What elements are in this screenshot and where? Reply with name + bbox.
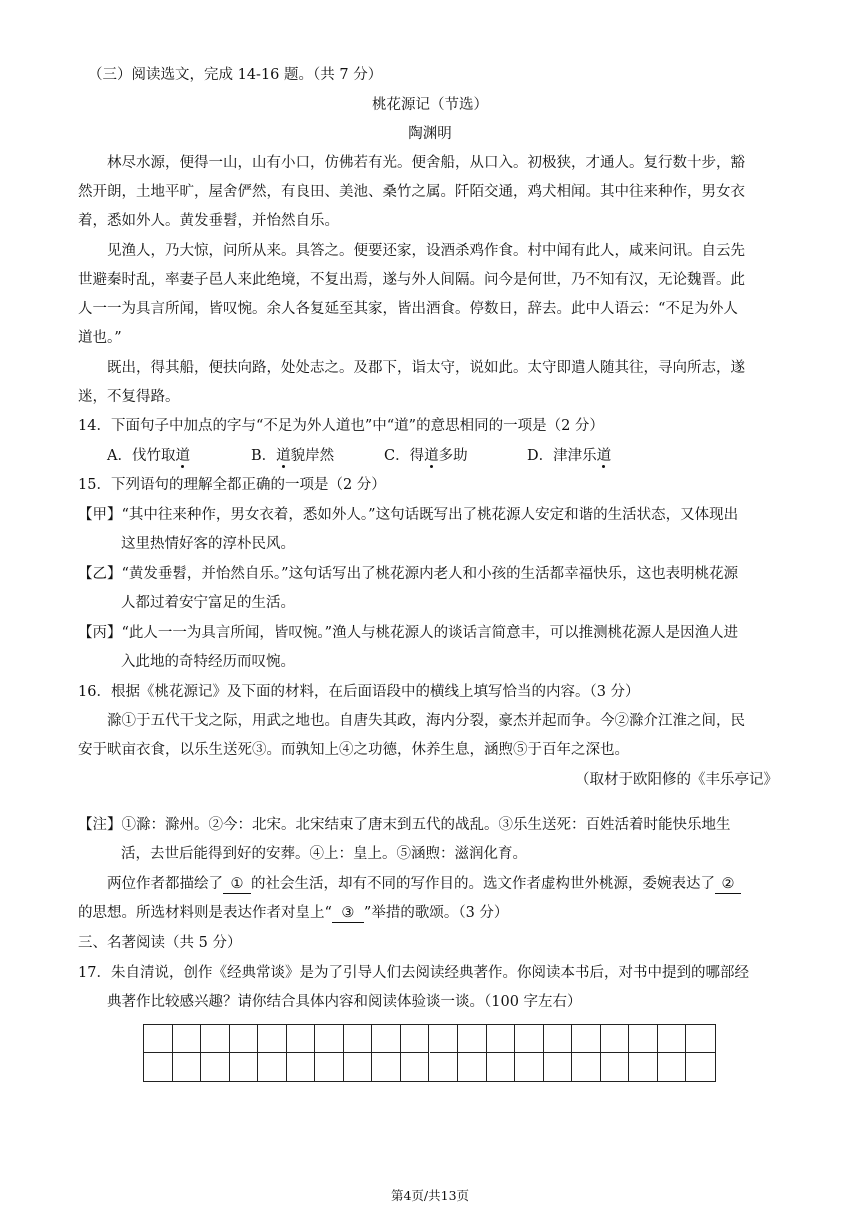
- page-number: 第4页/共13页: [390, 1188, 470, 1203]
- answer-grid-cell[interactable]: [201, 1053, 230, 1081]
- answer-grid-cell[interactable]: [458, 1053, 487, 1081]
- answer-grid-cell[interactable]: [544, 1053, 573, 1081]
- answer-grid-cell[interactable]: [258, 1053, 287, 1081]
- fill-in-paragraph: 两位作者都描绘了 ① 的社会生活，却有不同的写作目的。选文作者虚构世外桃源，委婉表达了 ②: [107, 874, 741, 894]
- answer-grid-cell[interactable]: [344, 1053, 373, 1081]
- answer-grid-cell[interactable]: [401, 1053, 430, 1081]
- passage-line: 世避秦时乱，率妻子邑人来此绝境，不复出焉，遂与外人间隔。问今是何世，乃不知有汉，无论魏晋。此: [78, 272, 745, 288]
- statement-yi-cont: 人都过着安宁富足的生活。: [121, 595, 295, 611]
- passage-line: 道也。”: [78, 330, 122, 346]
- answer-grid-cell[interactable]: [487, 1025, 516, 1053]
- option-d: D．津津乐道: [527, 448, 612, 464]
- answer-blank-3[interactable]: ③: [332, 904, 364, 923]
- material-source: （取材于欧阳修的《丰乐亭记》: [575, 772, 778, 788]
- answer-grid-cell[interactable]: [601, 1053, 630, 1081]
- question-15-stem: 15．下列语句的理解全都正确的一项是（2 分）: [78, 477, 386, 493]
- answer-grid-cell[interactable]: [230, 1053, 259, 1081]
- passage-line: 迷，不复得路。: [78, 389, 180, 405]
- answer-grid-cell[interactable]: [629, 1053, 658, 1081]
- statement-yi: 【乙】“黄发垂髫，并怡然自乐。”这句话写出了桃花源内老人和小孩的生活都幸福快乐，这也表明桃花源: [78, 566, 739, 582]
- annotation-note-cont: 活，去世后能得到好的安葬。④上：皇上。⑤涵煦：滋润化育。: [121, 846, 527, 862]
- passage-line: 林尽水源，便得一山，山有小口，仿佛若有光。便舍船，从口入。初极狭，才通人。复行数十步，豁: [107, 155, 745, 171]
- answer-grid[interactable]: [143, 1024, 716, 1082]
- answer-grid-cell[interactable]: [201, 1025, 230, 1053]
- answer-grid-cell[interactable]: [544, 1025, 573, 1053]
- answer-grid-cell[interactable]: [629, 1025, 658, 1053]
- answer-grid-cell[interactable]: [430, 1053, 459, 1081]
- answer-grid-cell[interactable]: [344, 1025, 373, 1053]
- answer-grid-cell[interactable]: [658, 1053, 687, 1081]
- answer-grid-cell[interactable]: [515, 1025, 544, 1053]
- answer-grid-cell[interactable]: [401, 1025, 430, 1053]
- passage-line: 见渔人，乃大惊，问所从来。具答之。便要还家，设酒杀鸡作食。村中闻有此人，咸来问讯。自云先: [107, 243, 745, 259]
- section-heading: （三）阅读选文，完成 14-16 题。（共 7 分）: [88, 67, 383, 83]
- answer-grid-cell[interactable]: [315, 1025, 344, 1053]
- emphasis-dot-char: 道: [424, 448, 439, 464]
- question-14-stem: 14．下面句子中加点的字与“不足为外人道也”中“道”的意思相同的一项是（2 分）: [78, 418, 604, 434]
- answer-grid-cell[interactable]: [430, 1025, 459, 1053]
- statement-jia-cont: 这里热情好客的淳朴民风。: [121, 536, 295, 552]
- answer-grid-cell[interactable]: [601, 1025, 630, 1053]
- emphasis-dot-char: 道: [276, 448, 291, 464]
- answer-grid-cell[interactable]: [572, 1053, 601, 1081]
- answer-grid-cell[interactable]: [572, 1025, 601, 1053]
- option-a: A．伐竹取道: [107, 448, 190, 464]
- passage-line: 然开朗，土地平旷，屋舍俨然，有良田、美池、桑竹之属。阡陌交通，鸡犬相闻。其中往来种作，男女衣: [78, 184, 745, 200]
- answer-grid-cell[interactable]: [315, 1053, 344, 1081]
- answer-blank-2[interactable]: ②: [715, 875, 741, 894]
- question-17-stem: 17．朱自清说，创作《经典常谈》是为了引导人们去阅读经典著作。你阅读本书后，对书中提到的哪部经: [78, 965, 749, 981]
- answer-grid-cell[interactable]: [372, 1053, 401, 1081]
- answer-grid-cell[interactable]: [258, 1025, 287, 1053]
- passage-line: 人一一为具言所闻，皆叹惋。余人各复延至其家，皆出酒食。停数日，辞去。此中人语云：“不足为外人: [78, 301, 738, 317]
- question-17-stem-cont: 典著作比较感兴趣？请你结合具体内容和阅读体验谈一谈。（100 字左右）: [107, 994, 582, 1010]
- answer-grid-cell[interactable]: [487, 1053, 516, 1081]
- answer-grid-cell[interactable]: [372, 1025, 401, 1053]
- answer-grid-cell[interactable]: [686, 1025, 715, 1053]
- answer-grid-cell[interactable]: [515, 1053, 544, 1081]
- answer-grid-cell[interactable]: [144, 1053, 173, 1081]
- option-b: B．道貌岸然: [251, 448, 335, 464]
- answer-grid-cell[interactable]: [287, 1025, 316, 1053]
- material-line: 安于畎亩衣食，以乐生送死③。而孰知上④之功德，休养生息，涵煦⑤于百年之深也。: [78, 742, 629, 758]
- answer-blank-1[interactable]: ①: [223, 875, 251, 894]
- passage-line: 着，悉如外人。黄发垂髫，并怡然自乐。: [78, 213, 339, 229]
- answer-grid-cell[interactable]: [173, 1025, 202, 1053]
- passage-author: 陶渊明: [408, 126, 452, 142]
- material-line: 滁①于五代干戈之际，用武之地也。自唐失其政，海内分裂，豪杰并起而争。今②滁介江淮之间，民: [107, 713, 745, 729]
- section-3-heading: 三、名著阅读（共 5 分）: [78, 935, 242, 951]
- passage-line: 既出，得其船，便扶向路，处处志之。及郡下，诣太守，说如此。太守即遣人随其往，寻向所志，遂: [107, 360, 745, 376]
- passage-title: 桃花源记（节选）: [372, 97, 488, 113]
- statement-jia: 【甲】“其中往来种作，男女衣着，悉如外人。”这句话既写出了桃花源人安定和谐的生活状态，又体现出: [78, 507, 739, 523]
- annotation-note: 【注】①滁：滁州。②今：北宋。北宋结束了唐末到五代的战乱。③乐生送死：百姓活着时能快乐地生: [78, 817, 731, 833]
- answer-grid-cell[interactable]: [144, 1025, 173, 1053]
- answer-grid-cell[interactable]: [658, 1025, 687, 1053]
- emphasis-dot-char: 道: [596, 448, 612, 464]
- answer-grid-cell[interactable]: [230, 1025, 259, 1053]
- answer-grid-cell[interactable]: [173, 1053, 202, 1081]
- question-16-stem: 16．根据《桃花源记》及下面的材料，在后面语段中的横线上填写恰当的内容。（3 分）: [78, 684, 640, 700]
- answer-grid-cell[interactable]: [287, 1053, 316, 1081]
- statement-bing-cont: 入此地的奇特经历而叹惋。: [121, 654, 295, 670]
- option-c: C．得道多助: [384, 448, 468, 464]
- statement-bing: 【丙】“此人一一为具言所闻，皆叹惋。”渔人与桃花源人的谈话言简意丰，可以推测桃花源人是因渔人进: [78, 625, 739, 641]
- emphasis-dot-char: 道: [175, 448, 190, 464]
- answer-grid-cell[interactable]: [458, 1025, 487, 1053]
- fill-in-paragraph-cont: 的思想。所选材料则是表达作者对皇上“ ③ ”举措的歌颂。（3 分）: [78, 905, 509, 921]
- answer-grid-cell[interactable]: [686, 1053, 715, 1081]
